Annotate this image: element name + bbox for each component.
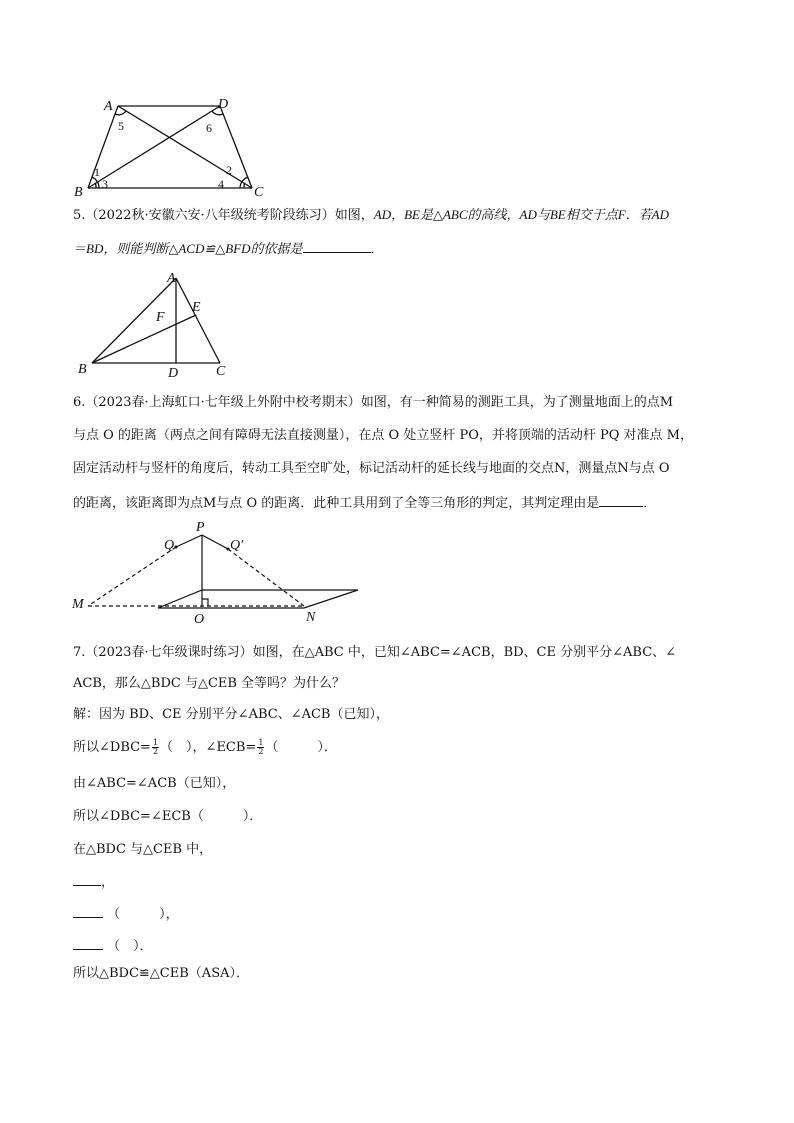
q5-line-2	[73, 240, 384, 258]
label-e: E	[192, 300, 201, 315]
q6-line-2: 与点 O 的距离（两点之间有障碍无法直接测量），在点 O 处立竖杆 PO，并将顶端的活动杆 PQ 对准点 M，	[73, 428, 693, 443]
fraction-half-1	[152, 739, 159, 756]
q7-blank-3[interactable]	[73, 937, 103, 950]
label-o: O	[194, 612, 205, 627]
q7-step-2	[73, 739, 337, 756]
q7-step-6	[73, 873, 114, 891]
frac-num: 1	[152, 738, 159, 747]
fraction-half-2	[257, 739, 264, 756]
segment-dc	[220, 106, 252, 188]
label-f: F	[156, 310, 165, 325]
q7-s7-end: （ ），	[107, 907, 179, 922]
label-angle-4: 4	[218, 177, 224, 191]
q7-s2c: （ ）．	[265, 740, 337, 755]
q7-s2a: 所以∠DBC=	[73, 740, 151, 755]
q7-step-4: 所以∠DBC=∠ECB（ ）．	[73, 809, 263, 824]
label-d: D	[168, 366, 179, 380]
q7-conclusion: 所以△BDC≌△CEB（ASA）．	[73, 966, 249, 981]
q7-step-7	[73, 905, 179, 923]
q7-step-8	[73, 937, 153, 955]
q7-s6-end: ，	[101, 875, 115, 890]
right-angle-mark	[202, 599, 208, 606]
label-angle-2: 2	[226, 163, 232, 177]
label-m: M	[72, 597, 84, 612]
q6-line4: 的距离，该距离即为点M与点 O 的距离．此种工具用到了全等三角形的判定，其判定理由是	[73, 496, 600, 511]
q7-blank-2[interactable]	[73, 905, 103, 918]
label-b: B	[78, 362, 87, 377]
figure-triangle-abc	[74, 268, 244, 380]
label-c: C	[254, 185, 264, 200]
rod-pq-prime	[202, 535, 228, 549]
figure-trapezoid	[68, 92, 278, 204]
q5-line2: ＝BD，则能判断△ACD≌△BFD的依据是	[73, 241, 303, 256]
q7-line-1: 7.（2023春·七年级课时练习）如图，在△ABC 中，已知∠ABC=∠ACB，BD、CE 分别平分∠ABC、∠	[73, 645, 677, 660]
dashed-qn	[228, 549, 304, 606]
segment-bd	[88, 106, 220, 188]
label-c: C	[216, 364, 226, 379]
label-a: A	[104, 99, 113, 114]
q7-step-5: 在△BDC 与△CEB 中，	[73, 842, 213, 857]
q7-solution: 解：因为 BD、CE 分别平分∠ABC、∠ACB（已知），	[73, 707, 389, 722]
q5-end: ．	[370, 242, 384, 257]
ground-plane	[158, 590, 358, 608]
q6-line-3: 固定活动杆与竖杆的角度后，转动工具至空旷处，标记活动杆的延长线与地面的交点N，测量点N与点 O	[73, 461, 670, 476]
label-d: D	[218, 97, 229, 112]
angle-arc-c2	[244, 183, 245, 188]
figure-distance-tool	[68, 515, 368, 630]
label-n: N	[306, 610, 316, 625]
label-angle-3: 3	[102, 177, 108, 191]
q7-s2b: （ ），∠ECB=	[160, 740, 257, 755]
q7-line-2: ACB，那么△BDC 与△CEB 全等吗？为什么？	[73, 676, 346, 691]
label-angle-6: 6	[206, 121, 212, 135]
label-angle-5: 5	[118, 119, 124, 133]
q5-answer-blank[interactable]	[303, 240, 371, 253]
label-angle-1: 1	[94, 165, 100, 179]
dashed-qm	[88, 547, 176, 606]
label-a: A	[167, 271, 176, 286]
rod-pq	[176, 535, 202, 547]
frac-num: 1	[258, 738, 264, 747]
label-q: Q	[164, 538, 175, 553]
q6-line-1: 6.（2023春·上海虹口·七年级上外附中校考期末）如图，有一种简易的测距工具，为了测量地面上的点M	[73, 395, 674, 410]
frac-den: 2	[258, 747, 264, 756]
q7-s8-end: （ ）．	[107, 939, 153, 954]
segment-be	[92, 315, 196, 363]
label-p: P	[196, 520, 205, 535]
frac-den: 2	[152, 747, 159, 756]
q6-end: ．	[643, 496, 657, 511]
q6-line-4	[73, 494, 656, 512]
label-q-prime: Q′	[230, 538, 244, 553]
dot-q	[175, 546, 178, 549]
q5-prefix: 5.（2022秋·安徽六安·八年级统考阶段练习）如图，	[73, 208, 374, 223]
q7-step-3: 由∠ABC=∠ACB（已知），	[73, 776, 236, 791]
q6-answer-blank[interactable]	[599, 494, 643, 507]
segment-ab	[88, 106, 118, 188]
q5-line1: AD，BE是△ABC的高线，AD与BE相交于点F．若AD	[373, 207, 670, 222]
angle-arc-b2	[95, 183, 96, 188]
q7-blank-1[interactable]	[73, 873, 101, 886]
label-b: B	[74, 185, 83, 200]
q5-line-1	[73, 207, 669, 224]
